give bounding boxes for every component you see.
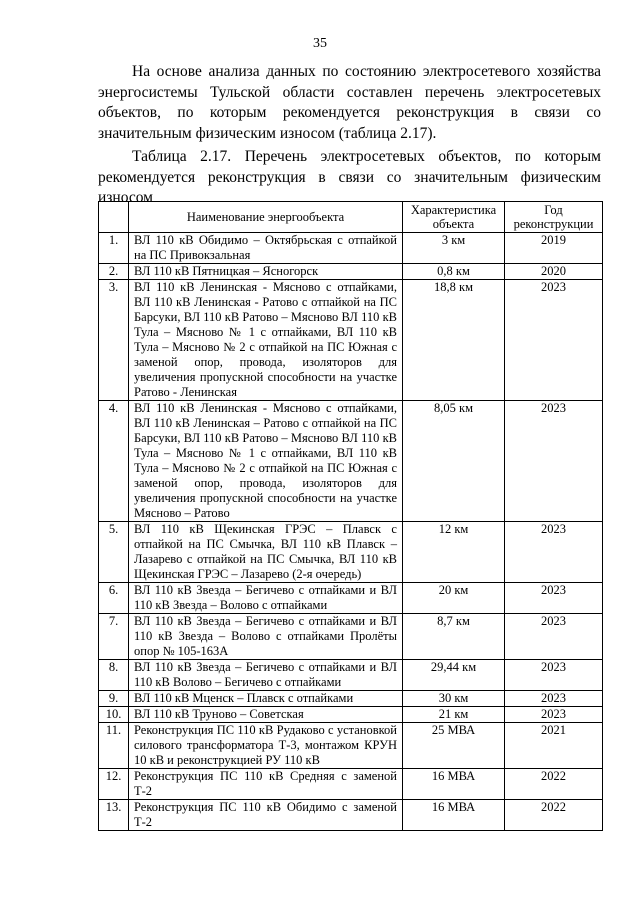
- table-row: [99, 264, 603, 280]
- row-characteristic: 21 км: [403, 707, 505, 723]
- row-characteristic: 8,05 км: [403, 401, 505, 522]
- table-header-row: [99, 202, 603, 233]
- row-number: 4.: [99, 401, 129, 522]
- row-characteristic: 29,44 км: [403, 660, 505, 691]
- row-characteristic: 12 км: [403, 522, 505, 583]
- row-number: 11.: [99, 723, 129, 769]
- row-characteristic: 25 МВА: [403, 723, 505, 769]
- row-name: ВЛ 110 кВ Пятницкая – Ясногорск: [129, 264, 403, 280]
- row-year: 2021: [505, 723, 603, 769]
- row-year: 2022: [505, 800, 603, 831]
- row-characteristic: 16 МВА: [403, 800, 505, 831]
- row-number: 6.: [99, 583, 129, 614]
- row-number: 1.: [99, 233, 129, 264]
- row-year: 2022: [505, 769, 603, 800]
- table-row: [99, 233, 603, 264]
- table-row: [99, 769, 603, 800]
- row-number: 7.: [99, 614, 129, 660]
- row-characteristic: 8,7 км: [403, 614, 505, 660]
- row-name: ВЛ 110 кВ Звезда – Бегичево с отпайками и ВЛ 110 кВ Звезда – Волово с отпайками: [129, 583, 403, 614]
- row-name: ВЛ 110 кВ Звезда – Бегичево с отпайками и ВЛ 110 кВ Звезда – Волово с отпайками Пролёты опор № 105-163А: [129, 614, 403, 660]
- row-number: 8.: [99, 660, 129, 691]
- table-row: [99, 522, 603, 583]
- row-year: 2023: [505, 660, 603, 691]
- row-name: ВЛ 110 кВ Ленинская - Мясново с отпайками, ВЛ 110 кВ Ленинская – Ратово с отпайкой на ПС Барсуки, ВЛ 110 кВ Ратово – Мясново ВЛ 110 кВ Тула – Мясново № 1 с отпайками, ВЛ 110 кВ Тула – Мясново № 2 с отпайкой на ПС Южная с заменой опор, провода, изоляторов для увеличения пропускной способности на участке Мясново – Ратово: [129, 401, 403, 522]
- row-year: 2023: [505, 280, 603, 401]
- row-year: 2023: [505, 691, 603, 707]
- row-name: ВЛ 110 кВ Труново – Советская: [129, 707, 403, 723]
- reconstruction-table: [98, 201, 603, 831]
- row-characteristic: 18,8 км: [403, 280, 505, 401]
- row-year: 2023: [505, 707, 603, 723]
- row-year: 2019: [505, 233, 603, 264]
- row-name: Реконструкция ПС 110 кВ Обидимо с заменой Т-2: [129, 800, 403, 831]
- row-characteristic: 16 МВА: [403, 769, 505, 800]
- row-characteristic: 0,8 км: [403, 264, 505, 280]
- header-year: Год реконструкции: [505, 202, 603, 233]
- table-row: [99, 707, 603, 723]
- table-row: [99, 691, 603, 707]
- row-name: ВЛ 110 кВ Мценск – Плавск с отпайками: [129, 691, 403, 707]
- row-year: 2023: [505, 583, 603, 614]
- header-num: [99, 202, 129, 233]
- row-characteristic: 20 км: [403, 583, 505, 614]
- row-year: 2023: [505, 401, 603, 522]
- row-year: 2020: [505, 264, 603, 280]
- row-number: 13.: [99, 800, 129, 831]
- page-number: 35: [313, 36, 327, 51]
- row-number: 10.: [99, 707, 129, 723]
- row-number: 2.: [99, 264, 129, 280]
- row-name: ВЛ 110 кВ Звезда – Бегичево с отпайками и ВЛ 110 кВ Волово – Бегичево с отпайками: [129, 660, 403, 691]
- row-name: Реконструкция ПС 110 кВ Рудаково с установкой силового трансформатора Т-3, монтажом КРУН 10 кВ и реконструкцией РУ 110 кВ: [129, 723, 403, 769]
- row-number: 3.: [99, 280, 129, 401]
- row-year: 2023: [505, 614, 603, 660]
- table-body: [99, 233, 603, 831]
- table-row: [99, 614, 603, 660]
- row-name: ВЛ 110 кВ Ленинская - Мясново с отпайками, ВЛ 110 кВ Ленинская - Ратово с отпайкой на ПС Барсуки, ВЛ 110 кВ Ратово – Мясново ВЛ 110 кВ Тула – Мясново № 1 с отпайками, ВЛ 110 кВ Тула – Мясново № 2 с отпайкой на ПС Южная с заменой опор, провода, изоляторов для увеличения пропускной способности на участке Ратово - Ленинская: [129, 280, 403, 401]
- table-row: [99, 401, 603, 522]
- row-characteristic: 30 км: [403, 691, 505, 707]
- header-name: Наименование энергообъекта: [129, 202, 403, 233]
- table-row: [99, 280, 603, 401]
- row-number: 5.: [99, 522, 129, 583]
- row-name: ВЛ 110 кВ Обидимо – Октябрьская с отпайкой на ПС Привокзальная: [129, 233, 403, 264]
- row-year: 2023: [505, 522, 603, 583]
- table-row: [99, 723, 603, 769]
- header-characteristic: Характеристика объекта: [403, 202, 505, 233]
- intro-paragraph: На основе анализа данных по состоянию электросетевого хозяйства энергосистемы Тульской области составлен перечень электросетевых объектов, по которым рекомендуется реконструкция в связи со значительным физическим износом (таблица 2.17).: [98, 63, 601, 142]
- row-name: ВЛ 110 кВ Щекинская ГРЭС – Плавск с отпайкой на ПС Смычка, ВЛ 110 кВ Плавск – Лазарево с отпайкой на ПС Смычка, ВЛ 110 кВ Щекинская ГРЭС – Лазарево (2-я очередь): [129, 522, 403, 583]
- table-row: [99, 660, 603, 691]
- row-number: 12.: [99, 769, 129, 800]
- table-caption: Таблица 2.17. Перечень электросетевых объектов, по которым рекомендуется реконструкция в связи со значительным физическим износом: [98, 148, 601, 206]
- table-row: [99, 800, 603, 831]
- row-characteristic: 3 км: [403, 233, 505, 264]
- table-row: [99, 583, 603, 614]
- row-number: 9.: [99, 691, 129, 707]
- row-name: Реконструкция ПС 110 кВ Средняя с заменой Т-2: [129, 769, 403, 800]
